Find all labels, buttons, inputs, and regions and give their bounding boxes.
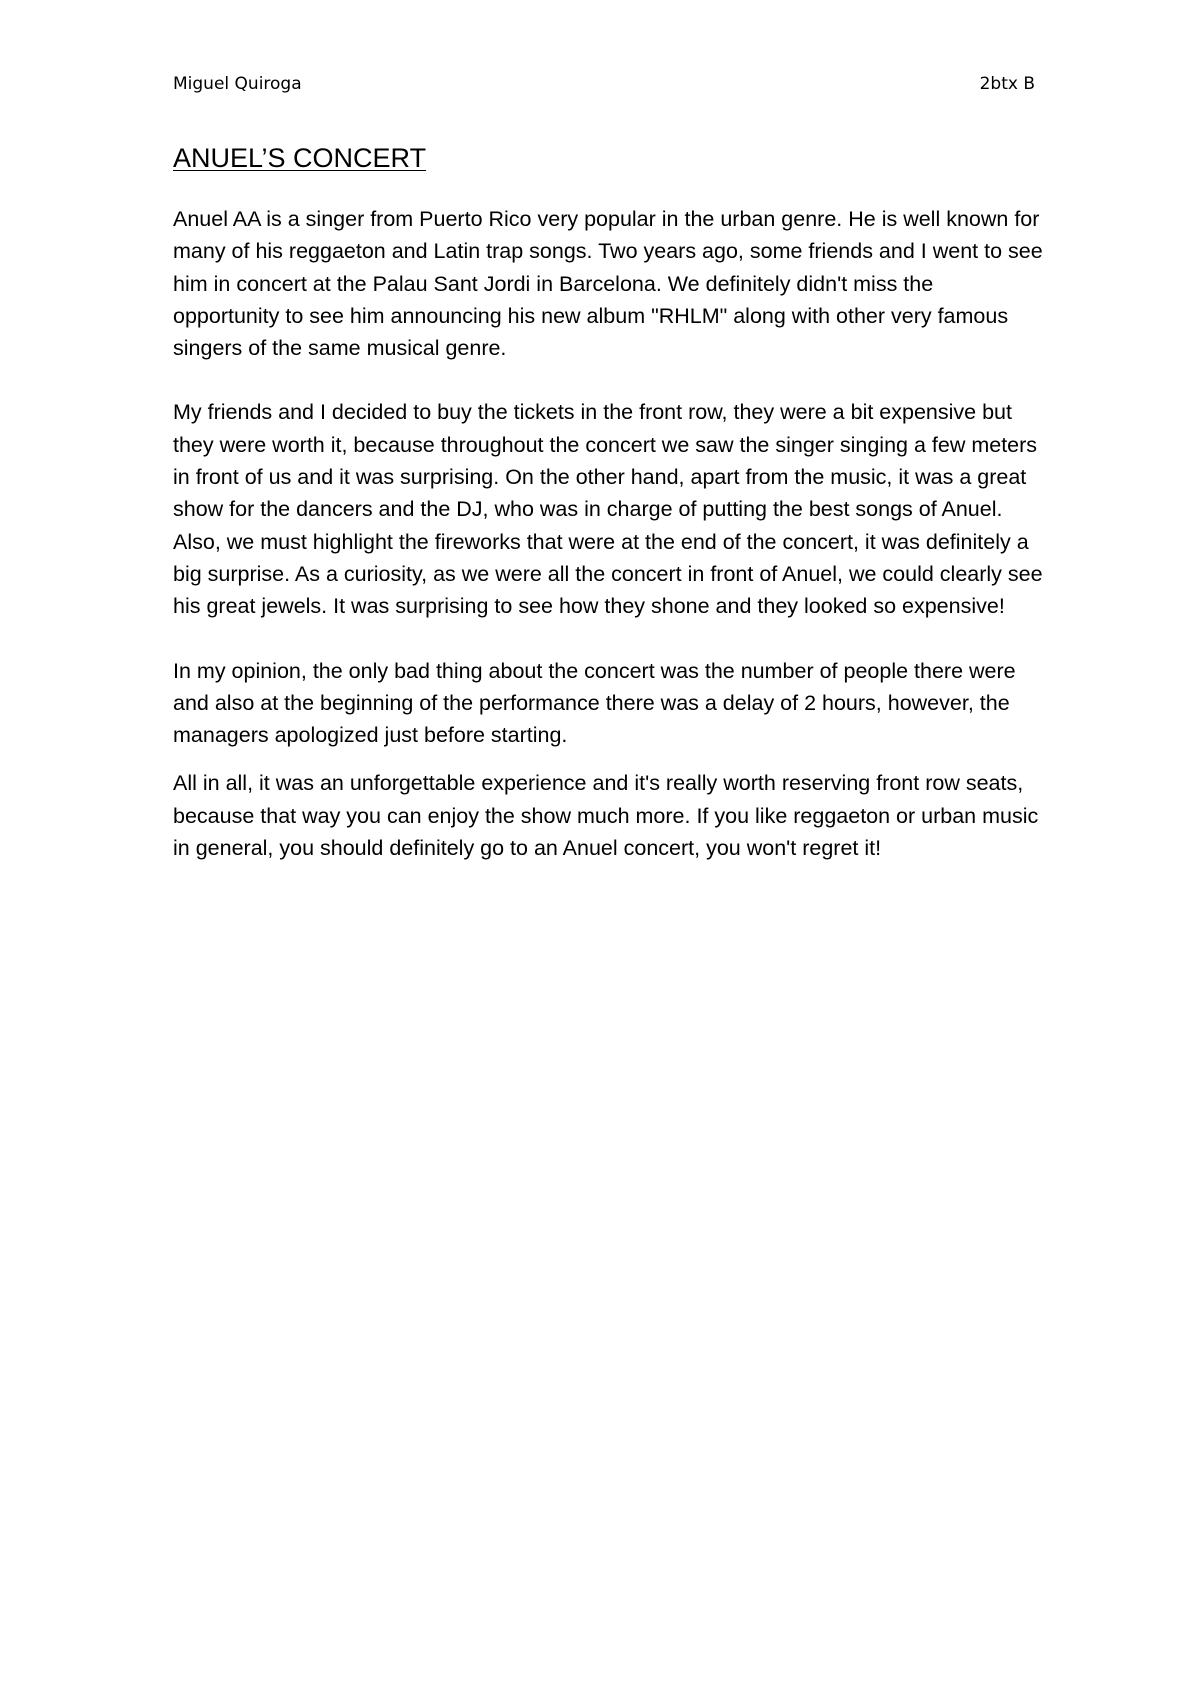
paragraph-4: All in all, it was an unforgettable experience and it's really worth reserving front row seats, because that way you can enjoy the show much more. If you like reggaeton or urban music in general, you should definitely go to an Anuel concert, you won't regret it! [173,771,1039,861]
class-label: 2btx B [979,74,1035,94]
document-title: ANUEL’S CONCERT [173,143,427,173]
document-body [173,203,1043,864]
paragraph-2: My friends and I decided to buy the tickets in the front row, they were a bit expensive but they were worth it, because throughout the concert we saw the singer singing a few meters in front of us and it was surprising. On the other hand, apart from the music, it was a great show for the dancers and the DJ, who was in charge of putting the best songs of Anuel. Also, we must highlight the fireworks that were at the end of the concert, it was definitely a big surprise. As a curiosity, as we were all the concert in front of Anuel, we could clearly see his great jewels. It was surprising to see how they shone and they looked so expensive! [173,400,1043,619]
paragraph-3: In my opinion, the only bad thing about the concert was the number of people there were and also at the beginning of the performance there was a delay of 2 hours, however, the managers apologized just before starting. [173,658,1016,748]
author-name: Miguel Quiroga [173,74,302,94]
page-header [173,74,1035,102]
paragraph-1: Anuel AA is a singer from Puerto Rico very popular in the urban genre. He is well known for many of his reggaeton and Latin trap songs. Two years ago, some friends and I went to see him in concert at the Palau Sant Jordi in Barcelona. We definitely didn't miss the opportunity to see him announcing his new album "RHLM" along with other very famous singers of the same musical genre. [173,207,1043,361]
